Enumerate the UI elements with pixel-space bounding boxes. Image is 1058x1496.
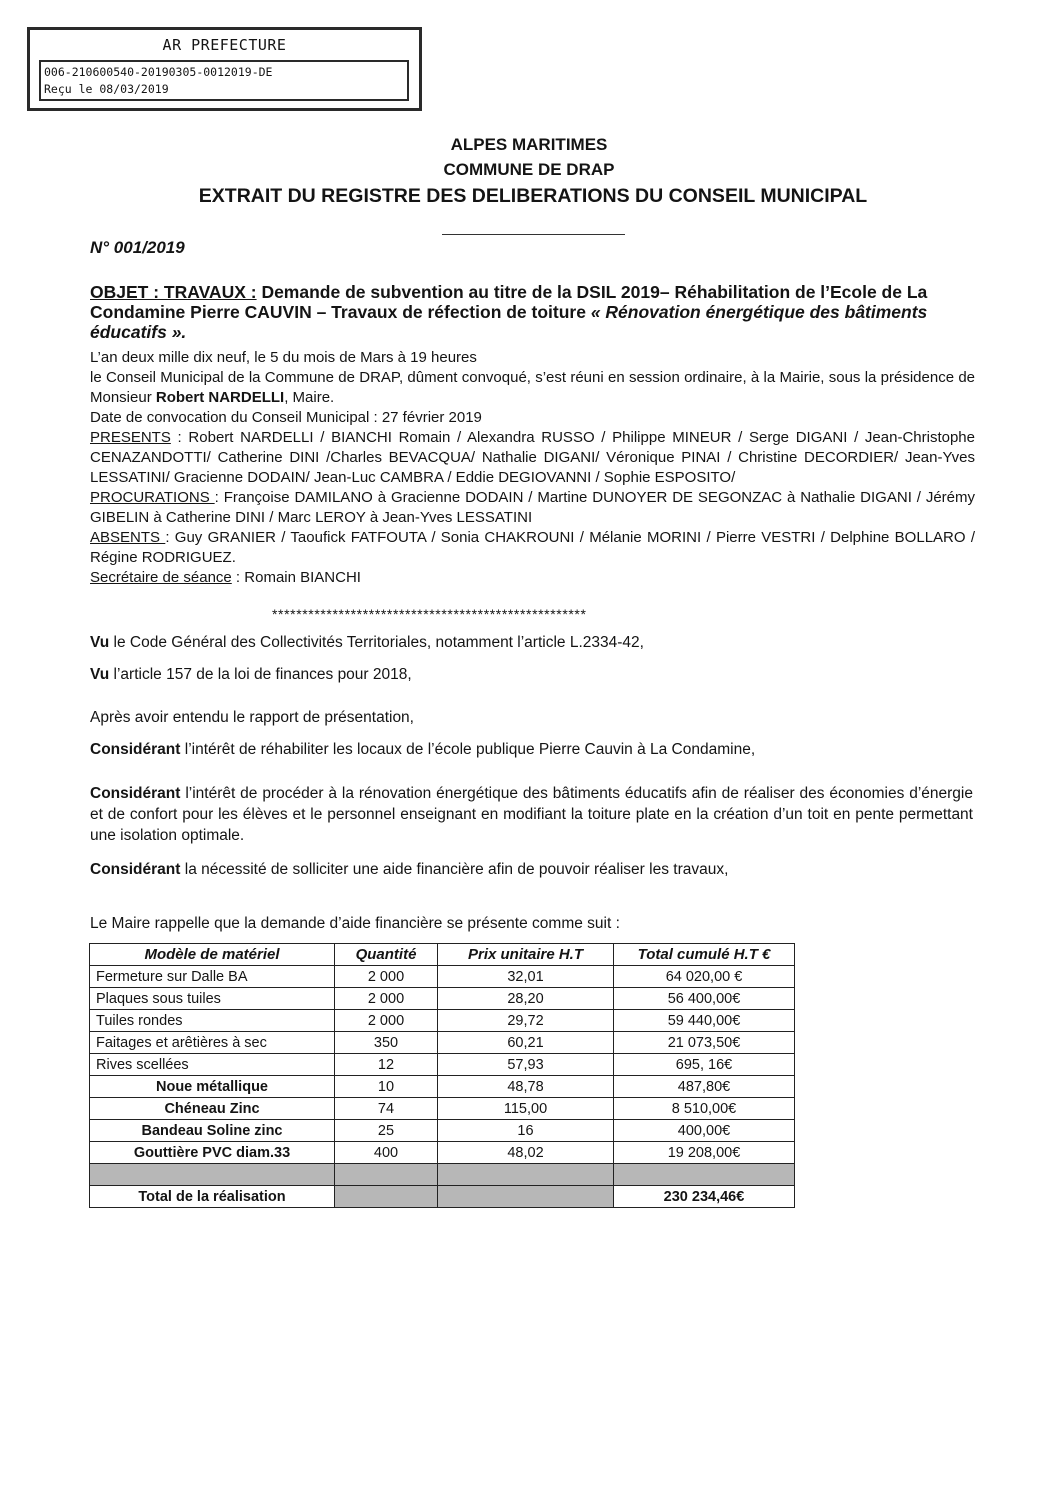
table-empty-row	[90, 1164, 795, 1186]
cell-modele: Chéneau Zinc	[90, 1098, 335, 1120]
document-title: EXTRAIT DU REGISTRE DES DELIBERATIONS DU CONSEIL MUNICIPAL	[198, 185, 868, 207]
cell-modele: Faitages et arêtières à sec	[90, 1032, 335, 1054]
cell-modele: Gouttière PVC diam.33	[90, 1142, 335, 1164]
cell-total: 19 208,00€	[614, 1142, 795, 1164]
considerant-3-text: la nécessité de solliciter une aide financière afin de pouvoir réaliser les travaux,	[180, 861, 729, 878]
table-row	[90, 1098, 795, 1120]
secretary-label: Secrétaire de séance	[90, 569, 232, 586]
table-total-row	[90, 1186, 795, 1208]
cell-prix: 48,78	[438, 1076, 614, 1098]
considerant-label: Considérant	[90, 861, 181, 878]
convocation-date: Date de convocation du Conseil Municipal : 27 février 2019	[90, 409, 482, 426]
stamp-reference: 006-210600540-20190305-0012019-DE	[44, 65, 273, 79]
cell-modele: Plaques sous tuiles	[90, 988, 335, 1010]
objet-italic: « Rénovation énergétique des bâtiments éducatifs ».	[90, 302, 928, 342]
deliberation-number: N° 001/2019	[90, 238, 185, 257]
vu-finance-law	[90, 664, 970, 685]
vu-label: Vu	[90, 666, 110, 683]
presents-list: : Robert NARDELLI / BIANCHI Romain / Alexandra RUSSO / Philippe MINEUR / Serge DIGANI / Jean-Christophe CENAZANDOTTI/ Catherine DINI /Charles BEVACQUA/ Nathalie DIGANI/ Véronique PINAI / Christine DECORDIER/ Jean-Yves LESSATINI/ Gracienne DODAIN/ Jean-Luc CAMBRA / Eddie DEGIOVANNI / Sophie ESPOSITO/	[90, 429, 975, 486]
stamp-received-date: Reçu le 08/03/2019	[44, 82, 169, 96]
cell-quantite: 2 000	[335, 966, 438, 988]
cell-total: 695, 16€	[614, 1054, 795, 1076]
header-total: Total cumulé H.T €	[614, 944, 795, 966]
title-divider	[442, 234, 625, 235]
cell-total: 487,80€	[614, 1076, 795, 1098]
considerant-2	[90, 783, 973, 846]
cell-total: 59 440,00€	[614, 1010, 795, 1032]
convened-suffix: , Maire.	[284, 389, 335, 406]
table-row	[90, 1054, 795, 1076]
cell-total: 21 073,50€	[614, 1032, 795, 1054]
procurations-list: : Françoise DAMILANO à Gracienne DODAIN / Martine DUNOYER DE SEGONZAC à Nathalie DIGANI / Jérémy GIBELIN à Catherine DINI / Marc LEROY à Jean-Yves LESSATINI	[90, 489, 975, 526]
table-row	[90, 1032, 795, 1054]
considerant-label: Considérant	[90, 741, 181, 758]
cell-modele: Tuiles rondes	[90, 1010, 335, 1032]
table-row	[90, 966, 795, 988]
cell-quantite: 25	[335, 1120, 438, 1142]
objet-block	[90, 282, 965, 342]
budget-table	[89, 943, 795, 1208]
cell-total: 56 400,00€	[614, 988, 795, 1010]
table-header-row	[90, 944, 795, 966]
table-row	[90, 1010, 795, 1032]
empty-cell	[438, 1186, 614, 1208]
total-label: Total de la réalisation	[90, 1186, 335, 1208]
vu-finance-law-text: l’article 157 de la loi de finances pour 2018,	[109, 666, 412, 683]
cell-prix: 57,93	[438, 1054, 614, 1076]
department-heading: ALPES MARITIMES	[450, 135, 608, 154]
secretary-line	[90, 568, 975, 588]
mayor-name: Robert NARDELLI	[155, 389, 285, 406]
cell-quantite: 12	[335, 1054, 438, 1076]
absents-line	[90, 528, 975, 568]
presents-label: PRESENTS	[90, 429, 171, 446]
session-convened-line	[90, 368, 975, 408]
separator-stars: ****************************************************	[272, 606, 587, 622]
vu-label: Vu	[90, 634, 110, 651]
empty-cell	[614, 1164, 795, 1186]
total-value: 230 234,46€	[614, 1186, 795, 1208]
table-row	[90, 1142, 795, 1164]
procurations-label: PROCURATIONS	[90, 489, 215, 506]
cell-quantite: 10	[335, 1076, 438, 1098]
commune-heading: COMMUNE DE DRAP	[443, 160, 615, 179]
cell-modele: Bandeau Soline zinc	[90, 1120, 335, 1142]
apres-rapport: Après avoir entendu le rapport de présentation,	[90, 709, 414, 726]
prefecture-stamp	[27, 27, 422, 111]
objet-label: OBJET : TRAVAUX :	[90, 282, 257, 302]
empty-cell	[335, 1186, 438, 1208]
vu-cgct	[90, 632, 970, 653]
considerant-2-text: l’intérêt de procéder à la rénovation énergétique des bâtiments éducatifs afin de réaliser des économies d’énergie et de confort pour les élèves et le personnel enseignant en modifiant la toiture plate en la création d’un toit en pente permettant une isolation optimale.	[90, 785, 973, 844]
cell-modele: Noue métallique	[90, 1076, 335, 1098]
table-row	[90, 1120, 795, 1142]
cell-prix: 60,21	[438, 1032, 614, 1054]
objet-text: Demande de subvention au titre de la DSIL 2019– Réhabilitation de l’Ecole de La Condamine Pierre CAUVIN – Travaux de réfection de toiture	[90, 282, 928, 322]
cell-prix: 48,02	[438, 1142, 614, 1164]
considerant-1	[90, 739, 975, 760]
presents-line	[90, 428, 975, 488]
empty-cell	[90, 1164, 335, 1186]
secretary-name: : Romain BIANCHI	[231, 569, 361, 586]
cell-prix: 115,00	[438, 1098, 614, 1120]
cell-quantite: 350	[335, 1032, 438, 1054]
cell-quantite: 2 000	[335, 1010, 438, 1032]
header-quantite: Quantité	[335, 944, 438, 966]
procurations-line	[90, 488, 975, 528]
absents-label: ABSENTS	[90, 529, 166, 546]
cell-total: 400,00€	[614, 1120, 795, 1142]
cell-modele: Rives scellées	[90, 1054, 335, 1076]
cell-quantite: 400	[335, 1142, 438, 1164]
stamp-title: AR PREFECTURE	[162, 36, 287, 54]
header-modele: Modèle de matériel	[90, 944, 335, 966]
cell-modele: Fermeture sur Dalle BA	[90, 966, 335, 988]
considerant-label: Considérant	[90, 785, 181, 802]
cell-quantite: 2 000	[335, 988, 438, 1010]
table-row	[90, 988, 795, 1010]
cell-prix: 16	[438, 1120, 614, 1142]
cell-quantite: 74	[335, 1098, 438, 1120]
cell-prix: 32,01	[438, 966, 614, 988]
considerant-1-text: l’intérêt de réhabiliter les locaux de l’école publique Pierre Cauvin à La Condamine,	[180, 741, 756, 758]
cell-prix: 28,20	[438, 988, 614, 1010]
maire-rappel: Le Maire rappelle que la demande d’aide financière se présente comme suit :	[90, 915, 620, 932]
session-date-line: L’an deux mille dix neuf, le 5 du mois de Mars à 19 heures	[90, 349, 477, 366]
table-row	[90, 1076, 795, 1098]
stamp-reference-box	[39, 60, 409, 101]
convened-text: le Conseil Municipal de la Commune de DRAP, dûment convoqué, s’est réuni en session ordinaire, à la Mairie, sous la présidence de Monsieur	[90, 369, 975, 406]
cell-total: 8 510,00€	[614, 1098, 795, 1120]
absents-list: : Guy GRANIER / Taoufick FATFOUTA / Sonia CHAKROUNI / Mélanie MORINI / Pierre VESTRI / Delphine BOLLARO / Régine RODRIGUEZ.	[90, 529, 976, 566]
cell-prix: 29,72	[438, 1010, 614, 1032]
considerant-3	[90, 859, 975, 880]
empty-cell	[335, 1164, 438, 1186]
cell-total: 64 020,00 €	[614, 966, 795, 988]
session-details	[90, 348, 975, 588]
header-prix: Prix unitaire H.T	[438, 944, 614, 966]
vu-cgct-text: le Code Général des Collectivités Territoriales, notamment l’article L.2334-42,	[109, 634, 644, 651]
empty-cell	[438, 1164, 614, 1186]
